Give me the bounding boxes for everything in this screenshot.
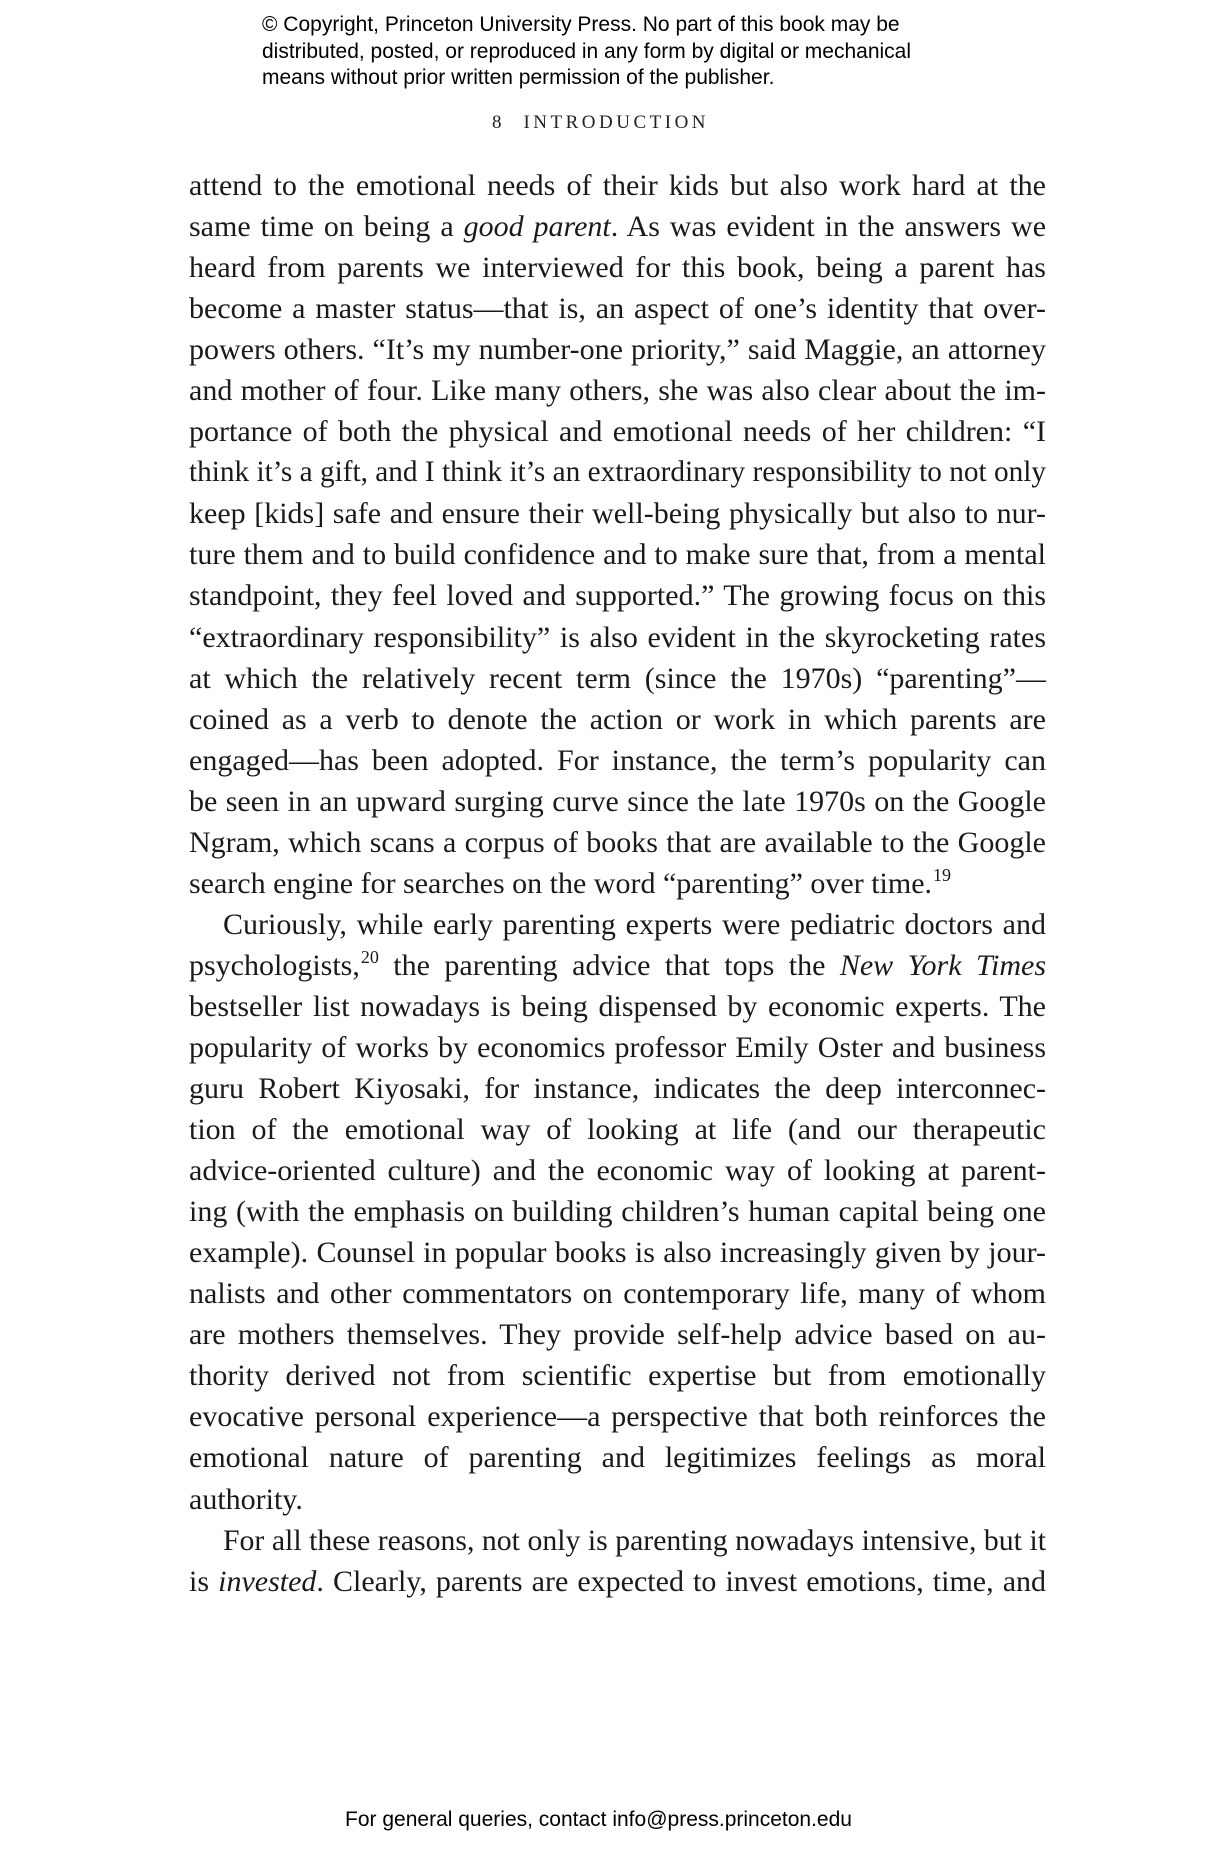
text-line: and mother of four. Like many others, she was also clear about the im- [189,374,1046,408]
text-line: keep [kids] safe and ensure their well-being physically but also to nur- [189,497,1046,531]
text-run: same time on being a [189,210,464,244]
text-line [189,945,1046,986]
text-line: thority derived not from scientific expertise but from emotionally [189,1359,1046,1393]
text-line: standpoint, they feel loved and supported.” The growing focus on this [189,579,1046,613]
text-line: For all these reasons, not only is parenting nowadays intensive, but it [223,1523,1046,1557]
text-line: are mothers themselves. They provide self-help advice based on au- [189,1318,1046,1352]
text-line: nalists and other commentators on contemporary life, many of whom [189,1277,1046,1311]
text-run: the parenting advice that tops the [378,948,840,982]
text-line [189,863,1046,904]
text-line: ing (with the emphasis on building children’s human capital being one [189,1195,1046,1229]
text-line: advice-oriented culture) and the economic way of looking at parent- [189,1154,1046,1188]
text-line: be seen in an upward surging curve since the late 1970s on the Google [189,784,1046,818]
text-line: portance of both the physical and emotional needs of her children: “I [189,415,1046,449]
copyright-line: means without prior written permission of the publisher. [262,66,775,89]
text-line: heard from parents we interviewed for this book, being a parent has [189,251,1046,285]
text-line: authority. [189,1482,303,1516]
copyright-line: © Copyright, Princeton University Press. No part of this book may be [262,13,900,36]
text-line: tion of the emotional way of looking at life (and our therapeutic [189,1113,1046,1147]
text-run: is [189,1564,219,1598]
page-number: 8 [491,112,502,133]
copyright-line: distributed, posted, or reproduced in any form by digital or mechanical [262,39,912,63]
text-line: ture them and to build confidence and to make sure that, from a mental [189,538,1046,572]
text-line: become a master status—that is, an aspect of one’s identity that over- [189,292,1046,326]
text-line [189,1561,1046,1602]
footnote-ref[interactable]: 20 [360,946,379,967]
text-line [189,206,1046,247]
text-line: emotional nature of parenting and legitimizes feelings as moral [189,1441,1046,1475]
text-line: guru Robert Kiyosaki, for instance, indicates the deep interconnec- [189,1072,1046,1106]
text-run: search engine for searches on the word “parenting” over time. [189,866,933,900]
emphasis-text: invested [218,1564,317,1598]
text-line: attend to the emotional needs of their kids but also work hard at the [189,169,1046,202]
text-line: coined as a verb to denote the action or work in which parents are [189,702,1046,736]
emphasis-text: New York Times [839,948,1046,982]
text-run: . As was evident in the answers we [610,210,1047,244]
text-run: . Clearly, parents are expected to invest emotions, time, and [316,1564,1047,1598]
text-line: evocative personal experience—a perspective that both reinforces the [189,1400,1046,1434]
text-line: engaged—has been adopted. For instance, the term’s popularity can [189,743,1046,777]
emphasis-text: good parent [463,210,611,244]
text-line: popularity of works by economics professor Emily Oster and business [189,1030,1046,1064]
running-head [0,112,1213,134]
text-line: Ngram, which scans a corpus of books that are available to the Google [189,825,1046,859]
text-line: bestseller list nowadays is being dispensed by economic experts. The [189,989,1046,1023]
text-line: think it’s a gift, and I think it’s an extraordinary responsibility to not only [189,456,1046,489]
footer-contact: For general queries, contact info@press.princeton.edu [345,1808,852,1831]
section-title: INTRODUCTION [523,112,710,133]
text-line: example). Counsel in popular books is also increasingly given by jour- [189,1236,1046,1270]
text-run: psychologists, [189,948,360,982]
text-line: Curiously, while early parenting experts were pediatric doctors and [223,907,1046,941]
footnote-ref[interactable]: 19 [933,864,952,885]
copyright-notice [262,12,1022,92]
body-text [189,165,1046,1602]
text-line: “extraordinary responsibility” is also evident in the skyrocketing rates [189,620,1046,654]
text-line: at which the relatively recent term (since the 1970s) “parenting”— [189,661,1046,695]
text-line: powers others. “It’s my number-one priority,” said Maggie, an attorney [189,333,1046,367]
